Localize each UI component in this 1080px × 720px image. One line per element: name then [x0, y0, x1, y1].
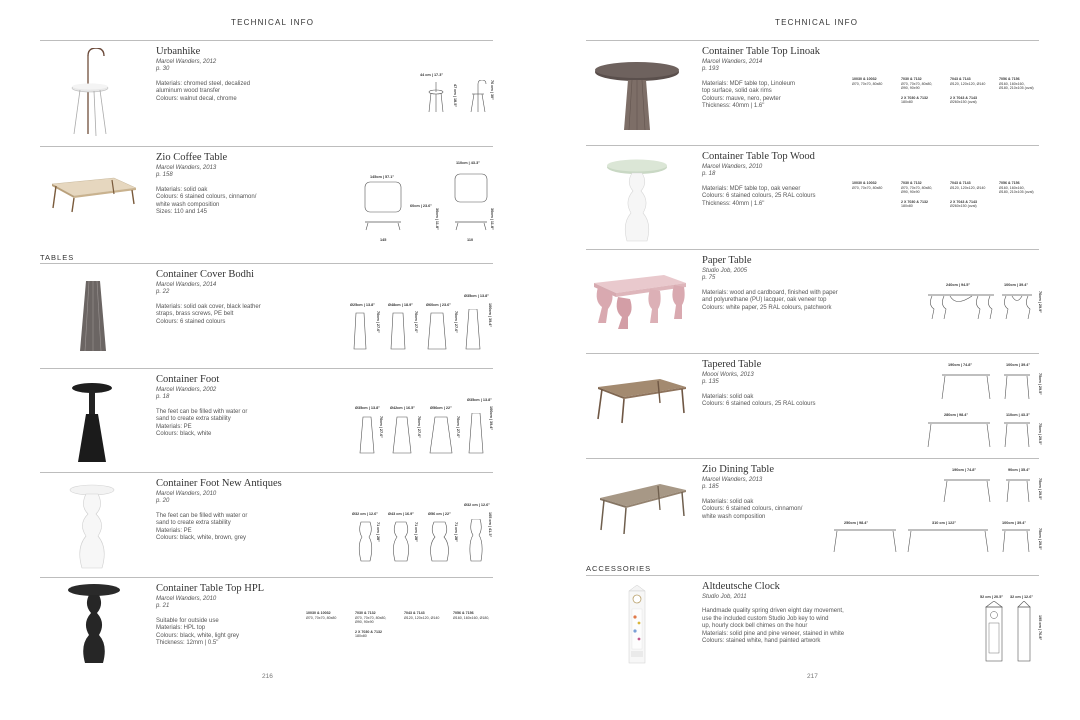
product-desc-line: Colours: 6 stained colours, cinnamon/: [156, 194, 257, 201]
product-desc-line: Sizes: 110 and 145: [156, 209, 207, 216]
product-photo: [66, 382, 118, 466]
dim-label: 70cm | 27.6": [414, 311, 418, 334]
size-heading: 2 X 7030 & 7132: [355, 629, 382, 634]
product-title: Urbanhike: [156, 46, 201, 57]
dim-label: 30cm | 11.8": [435, 208, 439, 230]
size-values: Ø260x150 (oval): [950, 100, 977, 105]
size-values: 180x80: [901, 204, 913, 209]
technical-drawing: [926, 281, 1050, 341]
technical-drawing: [352, 502, 500, 572]
product-photo: [590, 271, 688, 331]
product-desc-line: Thickness: 12mm | 0.5": [156, 640, 219, 647]
product-desc-line: up, hourly clock bell chimes on the hour: [702, 623, 808, 630]
dim-label: Ø56cm | 22": [430, 406, 452, 410]
size-heading: 2 X 7030 & 7132: [901, 95, 928, 100]
product-title: Tapered Table: [702, 359, 762, 370]
size-heading: 2 X 7043 & 7143: [950, 199, 977, 204]
dim-label: 250cm | 98.4": [844, 521, 869, 525]
size-values: Ø90, 90x90: [901, 190, 920, 195]
dim-label: Ø48cm | 18.9": [388, 303, 414, 307]
dim-label: Ø42cm | 16.5": [390, 406, 416, 410]
product-photo: [594, 375, 688, 425]
size-values: Ø70, 70x70, 80x80,: [355, 615, 387, 620]
page-number: 217: [807, 673, 818, 680]
product-desc-line: sand to create extra stability: [156, 416, 231, 423]
product-desc-line: straps, brass screws, PE belt: [156, 311, 234, 318]
product-designer: Studio Job, 2005: [702, 268, 748, 274]
product-desc-line: white wash composition: [702, 513, 766, 520]
product-info: [156, 269, 306, 326]
product-page-ref: p. 158: [156, 172, 173, 179]
product-page-ref: p. 18: [156, 394, 170, 401]
size-values: Ø160, 160x160,: [999, 185, 1025, 190]
product-info: [156, 478, 306, 542]
product-designer: Marcel Wanders, 2002: [156, 387, 217, 393]
dim-label: 75cm | 29.5": [1038, 423, 1042, 446]
product-desc-line: The feet can be filled with water or: [156, 408, 248, 415]
product-desc-line: Colours: stained white, hand painted artwork: [702, 638, 821, 645]
product-zio-dining-table: [540, 458, 1080, 562]
dim-label: 70cm | 27.6": [456, 416, 460, 439]
product-title: Container Table Top Linoak: [702, 46, 820, 57]
product-container-table-top-linoak: [540, 40, 1080, 144]
dim-label: 71 cm | 28": [454, 522, 458, 542]
product-container-cover-bodhi: [0, 263, 540, 367]
product-designer: Marcel Wanders, 2012: [156, 59, 217, 65]
size-column: [950, 77, 1000, 105]
page-number: 216: [262, 673, 273, 680]
dim-label: 90cm | 35.4": [1008, 468, 1031, 472]
product-desc-line: Materials: solid oak cover, black leather: [156, 303, 261, 310]
dim-label: Ø56 cm | 22": [428, 512, 451, 516]
size-heading: 7043 & 7143: [950, 77, 971, 81]
size-values: Ø260x150 (oval): [950, 204, 977, 209]
product-urbanhike: [0, 40, 540, 145]
product-designer: Marcel Wanders, 2010: [156, 596, 217, 602]
dim-label: 100cm | 39.4": [488, 303, 492, 328]
size-column: [901, 181, 951, 209]
size-heading: 10030 & 10032: [306, 611, 331, 615]
product-photo: [606, 159, 668, 243]
product-designer: Marcel Wanders, 2013: [156, 165, 217, 171]
product-photo: [596, 480, 688, 536]
product-desc-line: aluminum wood transfer: [156, 88, 221, 95]
product-desc-line: Materials: PE: [156, 527, 192, 534]
size-column: [852, 181, 902, 190]
product-desc-line: sand to create extra stability: [156, 520, 231, 527]
product-designer: Marcel Wanders, 2013: [702, 477, 763, 483]
product-desc-line: The feet can be filled with water or: [156, 512, 248, 519]
size-values: Ø70, 70x70, 80x80,: [901, 81, 933, 86]
dim-label: 190cm | 74.8": [952, 468, 977, 472]
technical-drawing: [420, 70, 500, 140]
product-desc-line: Thickness: 40mm | 1.6": [702, 103, 765, 110]
dim-label: 30cm | 11.8": [490, 208, 494, 230]
size-column: [355, 611, 411, 639]
product-desc-line: Materials: MDF table top, oak veneer: [702, 185, 801, 192]
product-page-ref: p. 21: [156, 603, 170, 610]
dim-label: 70cm | 27.6": [376, 311, 380, 334]
dim-label: 60cm | 23.6": [410, 204, 433, 208]
size-values: 180x80: [355, 634, 367, 639]
product-photo: [64, 484, 120, 572]
product-desc-line: Materials: solid oak: [702, 498, 754, 505]
product-desc-line: Colours: 6 stained colours: [156, 318, 226, 325]
product-photo: [626, 585, 648, 665]
dim-label: 110cm | 43.3": [1006, 413, 1030, 417]
product-title: Container Foot New Antiques: [156, 478, 282, 489]
product-desc-line: Materials: PE: [156, 423, 192, 430]
size-heading: 7043 & 7143: [950, 181, 971, 185]
product-designer: Marcel Wanders, 2010: [156, 491, 217, 497]
product-title: Container Cover Bodhi: [156, 269, 254, 280]
dim-label: 75cm | 29.5": [1038, 528, 1042, 551]
dim-label: Ø32 cm | 12.6": [352, 512, 379, 516]
dim-label: 70cm | 27.6": [379, 416, 383, 439]
product-altdeutsche-clock: [540, 575, 1080, 667]
size-values: Ø70, 70x70, 80x80,: [901, 185, 933, 190]
product-desc-line: Colours: black, white, brown, grey: [156, 535, 247, 542]
product-desc-line: Materials: solid oak: [702, 393, 754, 400]
product-photo: [60, 48, 120, 138]
product-info: [156, 374, 306, 438]
product-designer: Moooi Works, 2013: [702, 372, 754, 378]
product-designer: Marcel Wanders, 2010: [702, 164, 763, 170]
dim-label: 190cm | 74.8": [948, 363, 973, 367]
size-column: [453, 611, 503, 620]
dim-label: 195 cm | 76.8": [1038, 615, 1042, 641]
dim-label: Ø35cm | 13.8": [467, 398, 493, 402]
dim-label: 76 cm | 30": [490, 80, 494, 100]
size-column: [901, 77, 951, 105]
product-designer: Marcel Wanders, 2014: [156, 282, 217, 288]
section-label: ACCESSORIES: [586, 564, 652, 573]
product-desc-line: Colours: 6 stained colours, 25 RAL colours: [702, 193, 816, 200]
product-photo: [44, 174, 140, 214]
size-heading: 7043 & 7143: [404, 611, 425, 615]
size-values: Ø70, 70x70, 80x80: [852, 185, 883, 190]
product-page-ref: p. 22: [156, 289, 170, 296]
right-page: [540, 0, 1080, 720]
product-desc-line: Colours: black, white: [156, 431, 212, 438]
technical-drawing: [980, 593, 1050, 665]
technical-drawing: [922, 361, 1050, 453]
size-values: Ø160, 160x160, Ø180,: [453, 615, 490, 620]
product-info: [702, 581, 882, 645]
size-values: Ø120, 120x120, Ø140: [404, 615, 440, 620]
product-title: Container Table Top Wood: [702, 151, 815, 162]
product-info: [156, 46, 296, 103]
dim-label: 145cm | 57.1": [370, 175, 395, 179]
product-title: Paper Table: [702, 255, 752, 266]
dim-label: Ø25cm | 13.8": [350, 303, 376, 307]
dim-label: 71 cm | 28": [414, 522, 418, 542]
dim-label: 75cm | 29.5": [1038, 373, 1042, 396]
size-column: [404, 611, 460, 620]
product-desc-line: Materials: solid pine and pine veneer, stained in white: [702, 630, 845, 637]
product-photo: [594, 60, 680, 134]
product-desc-line: use the included custom Studio Job key to wind: [702, 615, 829, 622]
size-heading: 2 X 7043 & 7143: [950, 95, 977, 100]
size-heading: 7056 & 7156: [999, 181, 1020, 185]
product-title: Container Table Top HPL: [156, 583, 265, 594]
size-heading: 10030 & 10032: [852, 181, 877, 185]
size-values: Ø90, 90x90: [901, 86, 920, 91]
dim-label: Ø35cm | 13.8": [464, 294, 490, 298]
size-values: Ø160, 160x160,: [999, 81, 1025, 86]
dim-label: 70cm | 27.6": [417, 416, 421, 439]
product-title: Zio Coffee Table: [156, 152, 228, 163]
dim-label: Ø35cm | 13.8": [355, 406, 381, 410]
product-container-table-top-hpl: [0, 577, 540, 667]
product-info: [702, 151, 842, 208]
size-values: 180x80: [901, 100, 913, 105]
size-heading: 7030 & 7132: [355, 611, 376, 615]
dim-label: 100cm | 39.4": [1002, 521, 1027, 525]
product-container-table-top-wood: [540, 145, 1080, 249]
size-values: Ø70, 70x70, 80x80: [306, 615, 337, 620]
dim-label: 110cm | 43.3": [456, 161, 480, 165]
product-title: Container Foot: [156, 374, 220, 385]
dim-label: 76cm | 29.9": [1038, 291, 1042, 314]
product-info: [702, 46, 842, 110]
product-page-ref: p. 30: [156, 66, 170, 73]
product-desc-line: Materials: chromed steel, decalized: [156, 80, 251, 87]
size-heading: 7056 & 7156: [453, 611, 474, 615]
product-desc-line: Materials: HPL top: [156, 625, 206, 632]
product-container-foot-new-antiques: [0, 472, 540, 576]
page-header: TECHNICAL INFO: [231, 18, 315, 27]
size-heading: 10030 & 10032: [852, 77, 877, 81]
dim-label: 110: [467, 238, 474, 242]
product-desc-line: Suitable for outside use: [156, 617, 219, 624]
dim-label: Ø43 cm | 16.9": [388, 512, 415, 516]
product-paper-table: [540, 249, 1080, 353]
page-header: TECHNICAL INFO: [775, 18, 859, 27]
size-column: [999, 77, 1049, 91]
size-heading: 2 X 7030 & 7132: [901, 199, 928, 204]
dim-label: Ø60cm | 23.6": [426, 303, 452, 307]
technical-drawing: [360, 158, 500, 248]
product-page-ref: p. 193: [702, 66, 719, 73]
product-page-ref: p. 185: [702, 484, 719, 491]
dim-label: 310 cm | 122": [932, 521, 957, 525]
size-column: [950, 181, 1000, 209]
dim-label: 44 cm | 17.3": [420, 73, 444, 77]
product-page-ref: p. 135: [702, 379, 719, 386]
product-desc-line: Materials: solid oak: [156, 186, 208, 193]
product-desc-line: Materials: MDF table top, Linoleum: [702, 80, 796, 87]
product-desc-line: Materials: wood and cardboard, finished with paper: [702, 289, 838, 296]
product-photo: [78, 281, 108, 353]
dim-label: 47 cm | 18.5": [453, 84, 457, 108]
dim-label: Ø32 cm | 12.6": [464, 503, 491, 507]
product-info: [156, 152, 306, 216]
product-title: Zio Dining Table: [702, 464, 774, 475]
product-photo: [66, 583, 122, 665]
product-desc-line: Colours: 6 stained colours, cinnamon/: [702, 506, 803, 513]
dim-label: 100cm | 39.4": [489, 406, 493, 431]
product-desc-line: Colours: mauve, nero, pewter: [702, 95, 781, 102]
dim-label: 75cm | 29.5": [1038, 478, 1042, 501]
product-desc-line: and polyurethane (PU) lacquer, oak veneer top: [702, 297, 827, 304]
product-zio-coffee-table: [0, 146, 540, 251]
technical-drawing: [832, 466, 1050, 558]
dim-label: 280cm | 98.4": [944, 413, 969, 417]
size-values: Ø90, 90x90: [355, 620, 374, 625]
dim-label: 71 cm | 28": [376, 522, 380, 542]
technical-drawing: [350, 291, 500, 361]
dim-label: 240cm | 94.5": [946, 283, 971, 287]
product-info: [702, 255, 872, 312]
size-values: Ø120, 120x120, Ø140: [950, 81, 986, 86]
size-heading: 7056 & 7156: [999, 77, 1020, 81]
dim-label: 145: [380, 238, 387, 242]
product-info: [156, 583, 296, 647]
product-desc-line: Colours: white paper, 25 RAL colours, patchwork: [702, 304, 832, 311]
product-info: [702, 359, 862, 409]
product-desc-line: white wash composition: [156, 201, 220, 208]
product-page-ref: p. 18: [702, 171, 716, 178]
size-column: [999, 181, 1049, 195]
product-desc-line: Colours: black, white, light grey: [156, 632, 240, 639]
size-heading: 7030 & 7132: [901, 181, 922, 185]
dim-label: 52 cm | 20.5": [980, 595, 1004, 599]
product-page-ref: p. 75: [702, 275, 716, 282]
product-desc-line: Colours: 6 stained colours, 25 RAL colours: [702, 401, 816, 408]
size-values: Ø120, 120x120, Ø140: [950, 185, 986, 190]
size-values: Ø70, 70x70, 80x80: [852, 81, 883, 86]
product-desc-line: top surface, solid oak rims: [702, 88, 772, 95]
product-title: Altdeutsche Clock: [702, 581, 780, 592]
dim-label: 105 cm | 41.3": [488, 512, 492, 538]
technical-drawing: [355, 396, 500, 466]
product-tapered-table: [540, 353, 1080, 457]
size-values: Ø180, 210x105 (oval): [999, 190, 1034, 195]
size-column: [306, 611, 362, 620]
product-desc-line: Colours: walnut decal, chrome: [156, 95, 237, 102]
product-desc-line: Handmade quality spring driven eight day movement,: [702, 608, 844, 615]
product-designer: Studio Job, 2011: [702, 594, 747, 600]
dim-label: 100cm | 39.4": [1004, 283, 1029, 287]
product-page-ref: p. 20: [156, 498, 170, 505]
dim-label: 32 cm | 12.6": [1010, 595, 1034, 599]
size-values: Ø180, 210x105 (oval): [999, 86, 1034, 91]
size-heading: 7030 & 7132: [901, 77, 922, 81]
product-info: [702, 464, 852, 521]
product-desc-line: Thickness: 40mm | 1.6": [702, 200, 765, 207]
product-designer: Marcel Wanders, 2014: [702, 59, 763, 65]
dim-label: 70cm | 27.6": [454, 311, 458, 334]
section-label: TABLES: [40, 253, 75, 262]
dim-label: 100cm | 39.4": [1006, 363, 1031, 367]
size-column: [852, 77, 902, 86]
product-container-foot: [0, 368, 540, 472]
